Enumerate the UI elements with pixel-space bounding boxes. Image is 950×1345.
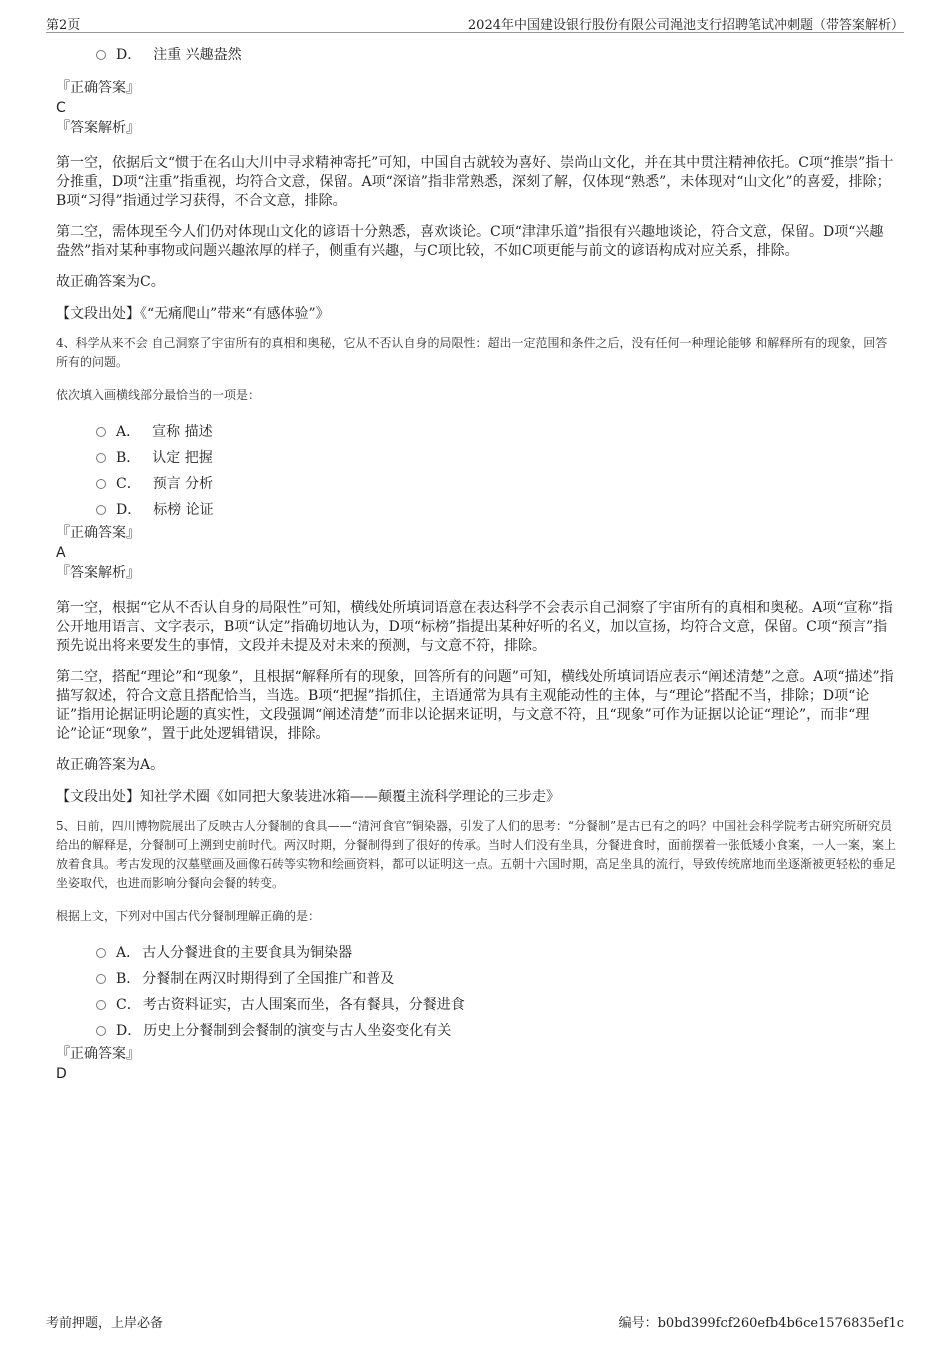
option-letter: D． — [116, 502, 142, 518]
document-id: 编号：b0bd399fcf260efb4b6ce1576835ef1c — [618, 1316, 904, 1331]
radio-button-icon[interactable] — [96, 948, 106, 958]
option-letter: C． — [116, 476, 141, 492]
option-text: 注重 兴趣盎然 — [153, 47, 242, 63]
q5-option-b[interactable] — [56, 966, 896, 992]
option-text: 认定 把握 — [152, 450, 213, 466]
q4-option-d[interactable] — [56, 497, 896, 523]
q4-option-c[interactable] — [56, 471, 896, 497]
q5-option-a[interactable] — [56, 940, 896, 966]
option-letter: A． — [116, 424, 141, 440]
option-text: 历史上分餐制到会餐制的演变与古人坐姿变化有关 — [143, 1023, 452, 1039]
radio-button-icon[interactable] — [96, 453, 106, 463]
option-text: 宣称 描述 — [152, 424, 213, 440]
q4-question: 4、科学从来不会 自己洞察了宇宙所有的真相和奥秘，它从不否认自身的局限性：超出一定范围和条件之后，没有任何一种理论能够 和解释所有的现象，回答所有的问题。 — [56, 336, 888, 369]
q4-correct-label: 『正确答案』 — [56, 525, 140, 541]
radio-button-icon[interactable] — [96, 479, 106, 489]
radio-button-icon[interactable] — [96, 50, 106, 60]
q4-analysis-label: 『答案解析』 — [56, 565, 140, 581]
q4-source: 【文段出处】知社学术圈《如同把大象装进冰箱——颠覆主流科学理论的三步走》 — [56, 789, 560, 805]
option-letter: D． — [116, 47, 142, 63]
radio-button-icon[interactable] — [96, 1000, 106, 1010]
q3-analysis-paragraph-1: 第一空，依据后文“惯于在名山大川中寻求精神寄托”可知，中国自古就较为喜好、崇尚山文化，并在其中贯注精神依托。C项“推崇”指十分推重，D项“注重”指重视，均符合文意，保留。A项“深谙”指非常熟悉，深刻了解，仅体现“熟悉”，未体现对“山文化”的喜爱，排除；B项“习得”指通过学习获得，不合文意，排除。 — [56, 155, 894, 209]
page-header — [46, 12, 904, 33]
q4-analysis-paragraph-2: 第二空，搭配“理论”和“现象”，且根据“解释所有的现象，回答所有的问题”可知，横线处所填词语应表示“阐述清楚”之意。A项“描述”指描写叙述，符合文意且搭配恰当，当选。B项“把握”指抓住，主语通常为具有主观能动性的主体，与“理论”搭配不当，排除；D项“论证”指用论据证明论题的真实性，文段强调“阐述清楚”而非以论据来证明，与文意不符，且“现象”可作为证据以论证“理论”，而非“理论”论证“现象”，置于此处逻辑错误，排除。 — [56, 669, 894, 742]
option-text: 考古资料证实，古人围案而坐，各有餐具，分餐进食 — [142, 997, 465, 1013]
q5-option-c[interactable] — [56, 992, 896, 1018]
q3-analysis-label: 『答案解析』 — [56, 120, 140, 136]
option-text: 分餐制在两汉时期得到了全国推广和普及 — [142, 971, 395, 987]
q5-correct-label: 『正确答案』 — [56, 1046, 140, 1062]
page-content — [56, 42, 896, 1084]
q3-conclusion: 故正确答案为C。 — [56, 274, 165, 290]
q5-correct-answer: D — [56, 1066, 67, 1082]
q3-option-d[interactable] — [56, 42, 896, 68]
q3-analysis-paragraph-2: 第二空，需体现至今人们仍对体现山文化的谚语十分熟悉，喜欢谈论。C项“津津乐道”指很有兴趣地谈论，符合文意，保留。D项“兴趣盎然”指对某种事物或问题兴趣浓厚的样子，侧重有兴趣，与C项比较，不如C项更能与前文的谚语构成对应关系，排除。 — [56, 224, 884, 259]
option-letter: C． — [116, 997, 141, 1013]
q4-analysis-paragraph-1: 第一空，根据“它从不否认自身的局限性”可知，横线处所填词语意在表达科学不会表示自己洞察了宇宙所有的真相和奥秘。A项“宣称”指公开地用语言、文字表示，B项“认定”指确切地认为，D项“标榜”指提出某种好听的名义，加以宣扬，均符合文意，保留。C项“预言”指预先说出将来要发生的事情，文段并未提及对未来的预测，与文意不符，排除。 — [56, 600, 893, 654]
radio-button-icon[interactable] — [96, 427, 106, 437]
q4-prompt: 依次填入画横线部分最恰当的一项是： — [56, 388, 261, 402]
radio-button-icon[interactable] — [96, 1026, 106, 1036]
q4-option-b[interactable] — [56, 445, 896, 471]
radio-button-icon[interactable] — [96, 505, 106, 515]
option-letter: B． — [116, 450, 141, 466]
q4-conclusion: 故正确答案为A。 — [56, 757, 165, 773]
q3-source: 【文段出处】《“无痛爬山”带来“有感体验”》 — [56, 306, 330, 322]
q4-correct-answer: A — [56, 545, 66, 561]
q5-question: 5、日前，四川博物院展出了反映古人分餐制的食具——“清河食官”铜染器，引发了人们的思考：“分餐制”是古已有之的吗？中国社会科学院考古研究所研究员给出的解释是，分餐制可上溯到史前时代。两汉时期，分餐制得到了很好的传承。当时人们没有坐具，分餐进食时，面前摆着一张低矮小食案，一人一案，案上放着食具。考古发现的汉墓壁画及画像石砖等实物和绘画资料，都可以证明这一点。五朝十六国时期，高足坐具的流行，导致传统席地而坐逐渐被更轻松的垂足坐姿取代，也进而影响分餐向会餐的转变。 — [56, 819, 897, 890]
q5-option-d[interactable] — [56, 1018, 896, 1044]
q4-option-a[interactable] — [56, 419, 896, 445]
option-text: 预言 分析 — [152, 476, 214, 492]
footer-slogan: 考前押题，上岸必备 — [46, 1316, 164, 1331]
option-letter: A． — [116, 945, 141, 961]
option-text: 标榜 论证 — [153, 502, 214, 518]
option-letter: B． — [116, 971, 141, 987]
page-number: 第2页 — [46, 18, 81, 33]
q3-correct-answer: C — [56, 100, 66, 116]
option-letter: D． — [116, 1023, 142, 1039]
document-title: 2024年中国建设银行股份有限公司渑池支行招聘笔试冲刺题（带答案解析） — [467, 18, 904, 33]
q3-correct-label: 『正确答案』 — [56, 80, 140, 96]
radio-button-icon[interactable] — [96, 974, 106, 984]
q5-prompt: 根据上文，下列对中国古代分餐制理解正确的是： — [56, 909, 321, 923]
option-text: 古人分餐进食的主要食具为铜染器 — [142, 945, 353, 961]
